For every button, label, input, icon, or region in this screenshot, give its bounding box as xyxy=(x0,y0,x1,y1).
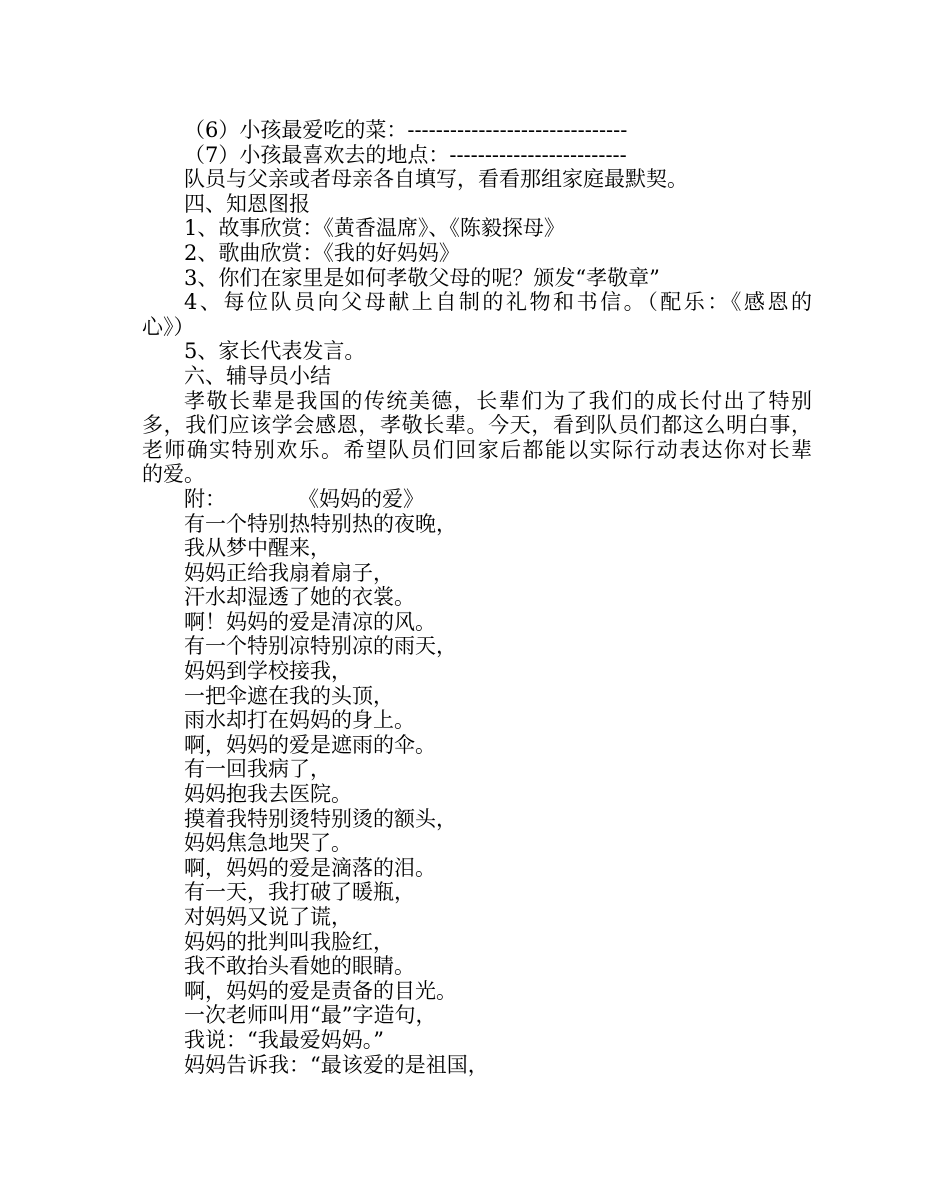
poem-line: 妈妈告诉我：“最该爱的是祖国， xyxy=(184,1052,489,1077)
text-line: 心》） xyxy=(142,314,195,339)
text-line: 2、歌曲欣赏：《我的好妈妈》 xyxy=(184,240,460,265)
poem-line: 我不敢抬头看她的眼睛。 xyxy=(184,954,415,979)
text-line: 1、故事欣赏：《黄香温席》、《陈毅探母》 xyxy=(184,216,565,241)
poem-line: 汗水却湿透了她的衣裳。 xyxy=(184,585,415,610)
text-line: 六、辅导员小结 xyxy=(184,363,331,388)
text-line: 4、每位队员向父母献上自制的礼物和书信。（配乐：《感恩的 xyxy=(184,290,812,315)
poem-line: 妈妈正给我扇着扇子， xyxy=(184,560,394,585)
poem-line: 妈妈焦急地哭了。 xyxy=(184,831,352,856)
text-line: 孝敬长辈是我国的传统美德，长辈们为了我们的成长付出了特别 xyxy=(184,388,812,413)
text-line: 5、家长代表发言。 xyxy=(184,339,366,364)
attachment-title: 《妈妈的爱》 xyxy=(298,486,424,511)
poem-line: 一次老师叫用“最”字造句， xyxy=(184,1003,437,1028)
poem-line: 一把伞遮在我的头顶， xyxy=(184,683,394,708)
poem-line: 我说：“我最爱妈妈。” xyxy=(184,1027,384,1052)
poem-line: 对妈妈又说了谎， xyxy=(184,905,352,929)
poem-line: 有一个特别凉特别凉的雨天， xyxy=(184,634,457,659)
text-line: （7）小孩最喜欢去的地点：------------------------- xyxy=(184,142,627,167)
text-line: 的爱。 xyxy=(142,462,205,487)
poem-line: 啊，妈妈的爱是遮雨的伞。 xyxy=(184,732,436,757)
poem-line: 有一个特别热特别热的夜晚， xyxy=(184,511,457,536)
poem-line: 摸着我特别烫特别烫的额头， xyxy=(184,806,457,831)
text-line: （6）小孩最爱吃的菜：------------------------------- xyxy=(184,118,628,142)
poem-line: 啊，妈妈的爱是滴落的泪。 xyxy=(184,855,436,880)
poem-line: 妈妈到学校接我， xyxy=(184,659,352,684)
poem-line: 妈妈抱我去医院。 xyxy=(184,782,352,807)
text-line: 四、知恩图报 xyxy=(184,191,310,216)
attachment-line xyxy=(142,487,812,512)
text-line: 3、你们在家里是如何孝敬父母的呢？颁发“孝敬章” xyxy=(184,265,660,290)
body-lines xyxy=(142,118,812,487)
poem-line: 妈妈的批判叫我脸红， xyxy=(184,929,394,954)
poem-line: 啊！妈妈的爱是清凉的风。 xyxy=(184,609,436,634)
poem-line: 我从梦中醒来， xyxy=(184,536,331,561)
poem xyxy=(142,512,812,1078)
document-body xyxy=(142,118,812,1077)
poem-line: 啊，妈妈的爱是责备的目光。 xyxy=(184,978,457,1003)
text-line: 老师确实特别欢乐。希望队员们回家后都能以实际行动表达你对长辈 xyxy=(142,437,812,462)
text-line: 队员与父亲或者母亲各自填写，看看那组家庭最默契。 xyxy=(184,167,688,192)
poem-line: 有一天，我打破了暖瓶， xyxy=(184,880,415,905)
attachment-label: 附： xyxy=(184,486,226,511)
text-line: 多，我们应该学会感恩，孝敬长辈。今天，看到队员们都这么明白事， xyxy=(142,413,812,438)
poem-line: 雨水却打在妈妈的身上。 xyxy=(184,708,415,733)
poem-line: 有一回我病了， xyxy=(184,757,331,782)
